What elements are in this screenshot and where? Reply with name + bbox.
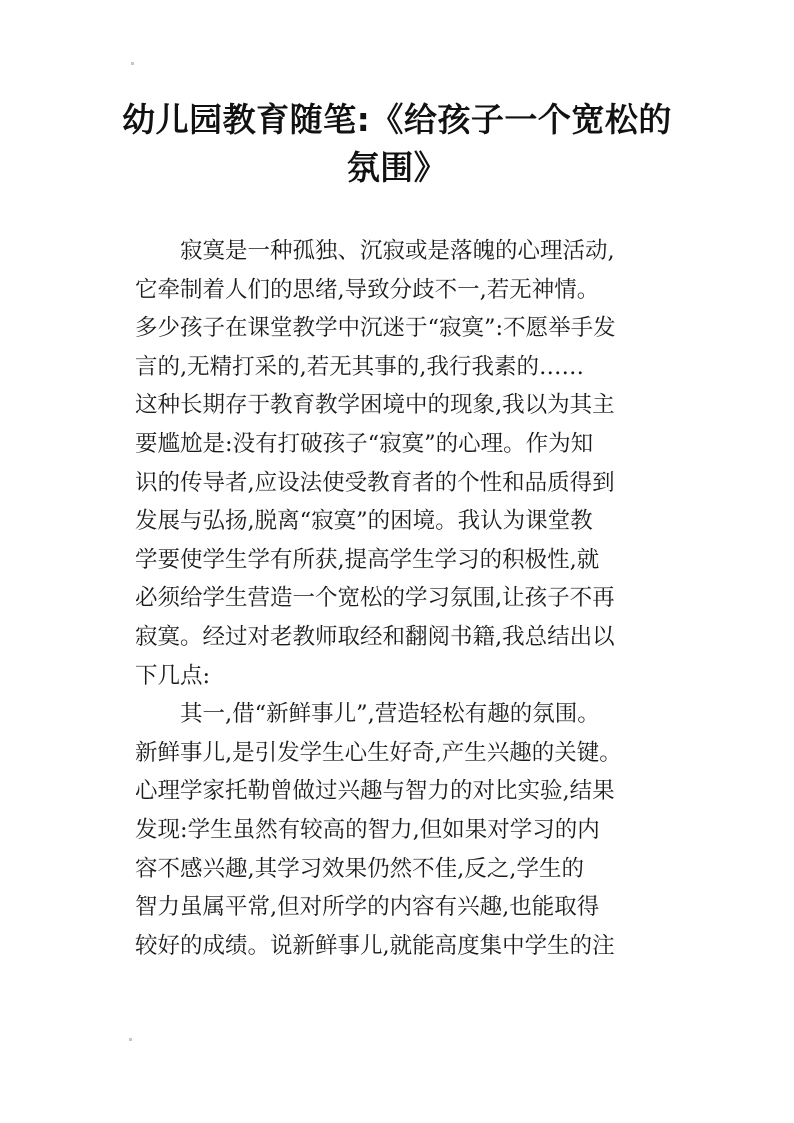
- paragraph-1-line: 要尴尬是:没有打破孩子“寂寞”的心理。作为知: [135, 430, 594, 457]
- paragraph-1-line: 言的,无精打采的,若无其事的,我行我素的……: [135, 353, 584, 380]
- paragraph-2-line: 智力虽属平常,但对所学的内容有兴趣,也能取得: [135, 894, 600, 921]
- paragraph-1-line: 多少孩子在课堂教学中沉迷于“寂寞”:不愿举手发: [135, 315, 616, 342]
- title-line-1: 幼儿园教育随笔:《给孩子一个宽松的: [122, 100, 672, 139]
- paragraph-1-line: 发展与弘扬,脱离“寂寞”的困境。我认为课堂教: [135, 508, 593, 535]
- paragraph-2-line: 心理学家托勒曾做过兴趣与智力的对比实验,结果: [135, 778, 615, 805]
- paragraph-2-line: 新鲜事儿,是引发学生心生好奇,产生兴趣的关键。: [135, 739, 622, 766]
- paragraph-2-line: 其一,借“新鲜事儿”,营造轻松有趣的氛围。: [180, 701, 600, 728]
- paragraph-2-line: 发现:学生虽然有较高的智力,但如果对学习的内: [135, 816, 600, 843]
- paragraph-1-line: 这种长期存于教育教学困境中的现象,我以为其主: [135, 392, 615, 419]
- paragraph-1-line: 必须给学生营造一个宽松的学习氛围,让孩子不再: [135, 585, 615, 612]
- corner-mark-bottom-left: [129, 1038, 132, 1041]
- paragraph-2-line: 容不感兴趣,其学习效果仍然不佳,反之,学生的: [135, 855, 584, 882]
- paragraph-1-line: 寂寞是一种孤独、沉寂或是落魄的心理活动,: [180, 238, 615, 264]
- document-body: [135, 232, 663, 965]
- paragraph-1-line: 它牵制着人们的思绪,导致分歧不一,若无神情。: [135, 276, 600, 303]
- document-title: [120, 96, 674, 192]
- paragraph-1-line: 寂寞。经过对老教师取经和翻阅书籍,我总结出以: [135, 623, 615, 650]
- paragraph-1-line: 下几点:: [135, 662, 211, 689]
- title-line-2: 氛围》: [346, 148, 448, 187]
- paragraph-2-line: 较好的成绩。说新鲜事儿,就能高度集中学生的注: [135, 932, 615, 959]
- paragraph-1-line: 识的传导者,应设法使受教育者的个性和品质得到: [135, 469, 615, 496]
- corner-mark-top-left: [131, 62, 134, 65]
- paragraph-1-line: 学要使学生学有所获,提高学生学习的积极性,就: [135, 546, 600, 573]
